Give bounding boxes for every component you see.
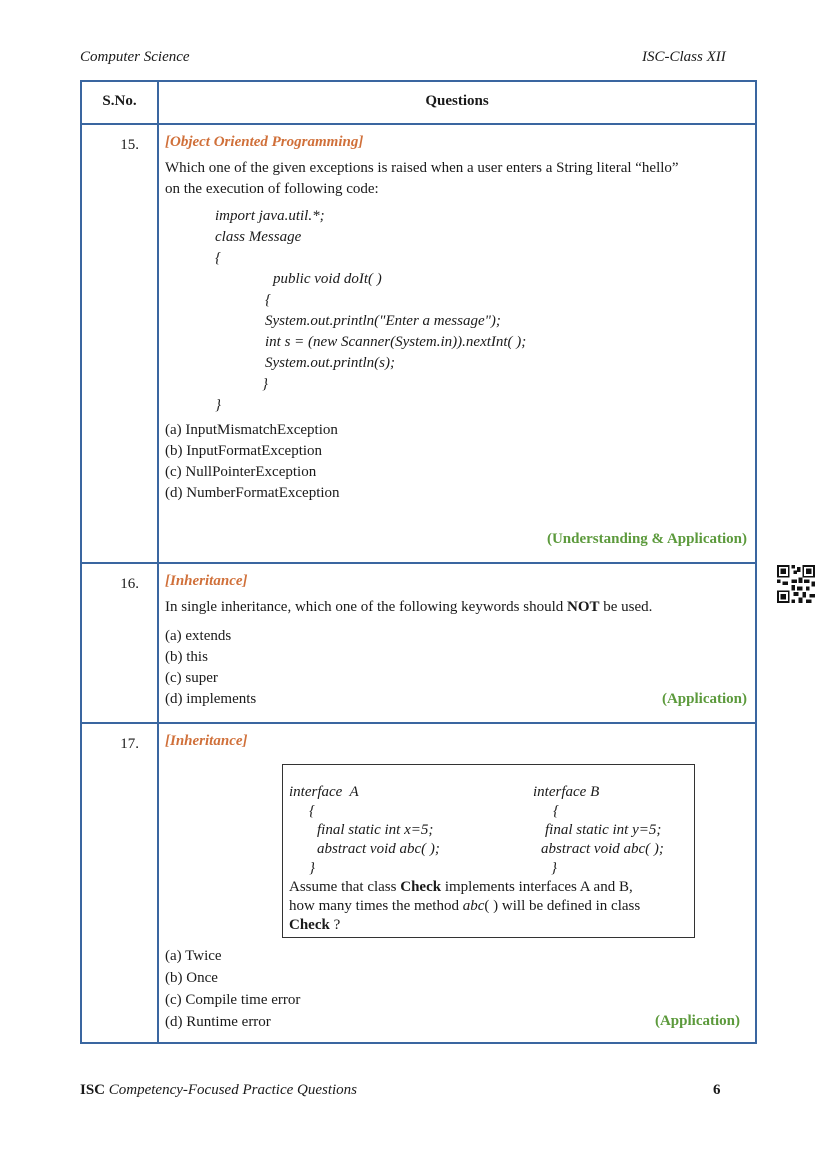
cognitive-level: (Application) (661, 691, 747, 707)
code-line: } (551, 860, 557, 876)
question-topic: [Inheritance] (165, 573, 248, 589)
text: how many times the method (289, 898, 463, 914)
option-c: (c) super (165, 670, 218, 686)
stem-text: In single inheritance, which one of the following keywords should (165, 599, 567, 615)
option-b: (b) this (165, 649, 208, 665)
text: ( ) will be defined in class (484, 898, 641, 914)
option-a: (a) extends (165, 628, 232, 644)
qr-code-icon[interactable] (777, 565, 815, 603)
code-line: { (553, 803, 559, 819)
header-class: ISC-Class XII (642, 49, 726, 65)
code-line: import java.util.*; (215, 208, 325, 224)
code-line: { (215, 250, 221, 266)
question-topic: [Inheritance] (165, 733, 248, 749)
class-name: Check (289, 917, 330, 933)
option-d: (d) NumberFormatException (165, 485, 340, 501)
code-line: class Message (215, 229, 302, 245)
question-stem-line2: on the execution of following code: (165, 181, 379, 197)
code-line: } (215, 397, 221, 413)
question-number: 16. (82, 564, 159, 722)
question-topic: [Object Oriented Programming] (165, 134, 364, 150)
question-number: 17. (82, 724, 159, 1042)
footer-doc-title: Competency-Focused Practice Questions (105, 1082, 358, 1098)
code-line: interface B (533, 784, 600, 800)
code-line: interface A (289, 784, 359, 800)
text: implements interfaces A and B, (441, 879, 633, 895)
question-row-16 (82, 562, 755, 722)
text: Assume that class (289, 879, 401, 895)
method-name: abc (462, 898, 485, 914)
code-box-text (289, 878, 688, 897)
question-row-17 (82, 722, 755, 1042)
footer-title (80, 1082, 357, 1099)
cognitive-level: (Application) (654, 1013, 740, 1029)
code-line: System.out.println("Enter a message"); (265, 313, 501, 329)
option-c: (c) NullPointerException (165, 464, 317, 480)
column-header-sno: S.No. (82, 82, 159, 123)
class-name: Check (400, 879, 442, 895)
question-body (159, 724, 755, 1042)
options-list (165, 945, 300, 1033)
code-line: System.out.println(s); (265, 355, 395, 371)
footer-brand: ISC (80, 1082, 106, 1098)
code-line: final static int x=5; (317, 822, 434, 838)
option-b: (b) Once (165, 970, 218, 986)
stem-emphasis: NOT (567, 599, 600, 615)
header-subject: Computer Science (80, 49, 190, 65)
code-line: abstract void abc( ); (317, 841, 440, 857)
column-header-questions: Questions (425, 93, 489, 109)
option-d: (d) Runtime error (165, 1014, 271, 1030)
code-line: { (265, 292, 271, 308)
options-list (165, 420, 747, 504)
option-b: (b) InputFormatException (165, 443, 323, 459)
code-block (165, 206, 747, 416)
code-box-text (289, 916, 688, 935)
code-box-text (289, 897, 688, 916)
page-number: 6 (713, 1082, 721, 1098)
question-stem (165, 597, 747, 618)
question-number: 15. (82, 125, 159, 562)
question-row-15 (82, 123, 755, 562)
questions-table (80, 80, 757, 1044)
stem-text-end: be used. (599, 599, 653, 615)
option-a: (a) InputMismatchException (165, 422, 338, 438)
option-d: (d) implements (165, 691, 257, 707)
options-list (165, 626, 747, 710)
interface-code-box (282, 764, 695, 938)
code-line: int s = (new Scanner(System.in)).nextInt( ); (265, 334, 527, 350)
code-line: { (309, 803, 315, 819)
question-body (159, 125, 755, 562)
code-line: final static int y=5; (545, 822, 662, 838)
table-header-row (82, 82, 755, 123)
question-body (159, 564, 755, 722)
code-line: } (309, 860, 315, 876)
text: ? (329, 917, 341, 933)
code-line: abstract void abc( ); (541, 841, 664, 857)
cognitive-level: (Understanding & Application) (546, 531, 747, 547)
code-line: } (262, 376, 268, 392)
option-a: (a) Twice (165, 948, 222, 964)
option-c: (c) Compile time error (165, 992, 301, 1008)
code-line: public void doIt( ) (273, 271, 382, 287)
question-stem-line1: Which one of the given exceptions is raised when a user enters a String literal “hello” (165, 160, 679, 176)
